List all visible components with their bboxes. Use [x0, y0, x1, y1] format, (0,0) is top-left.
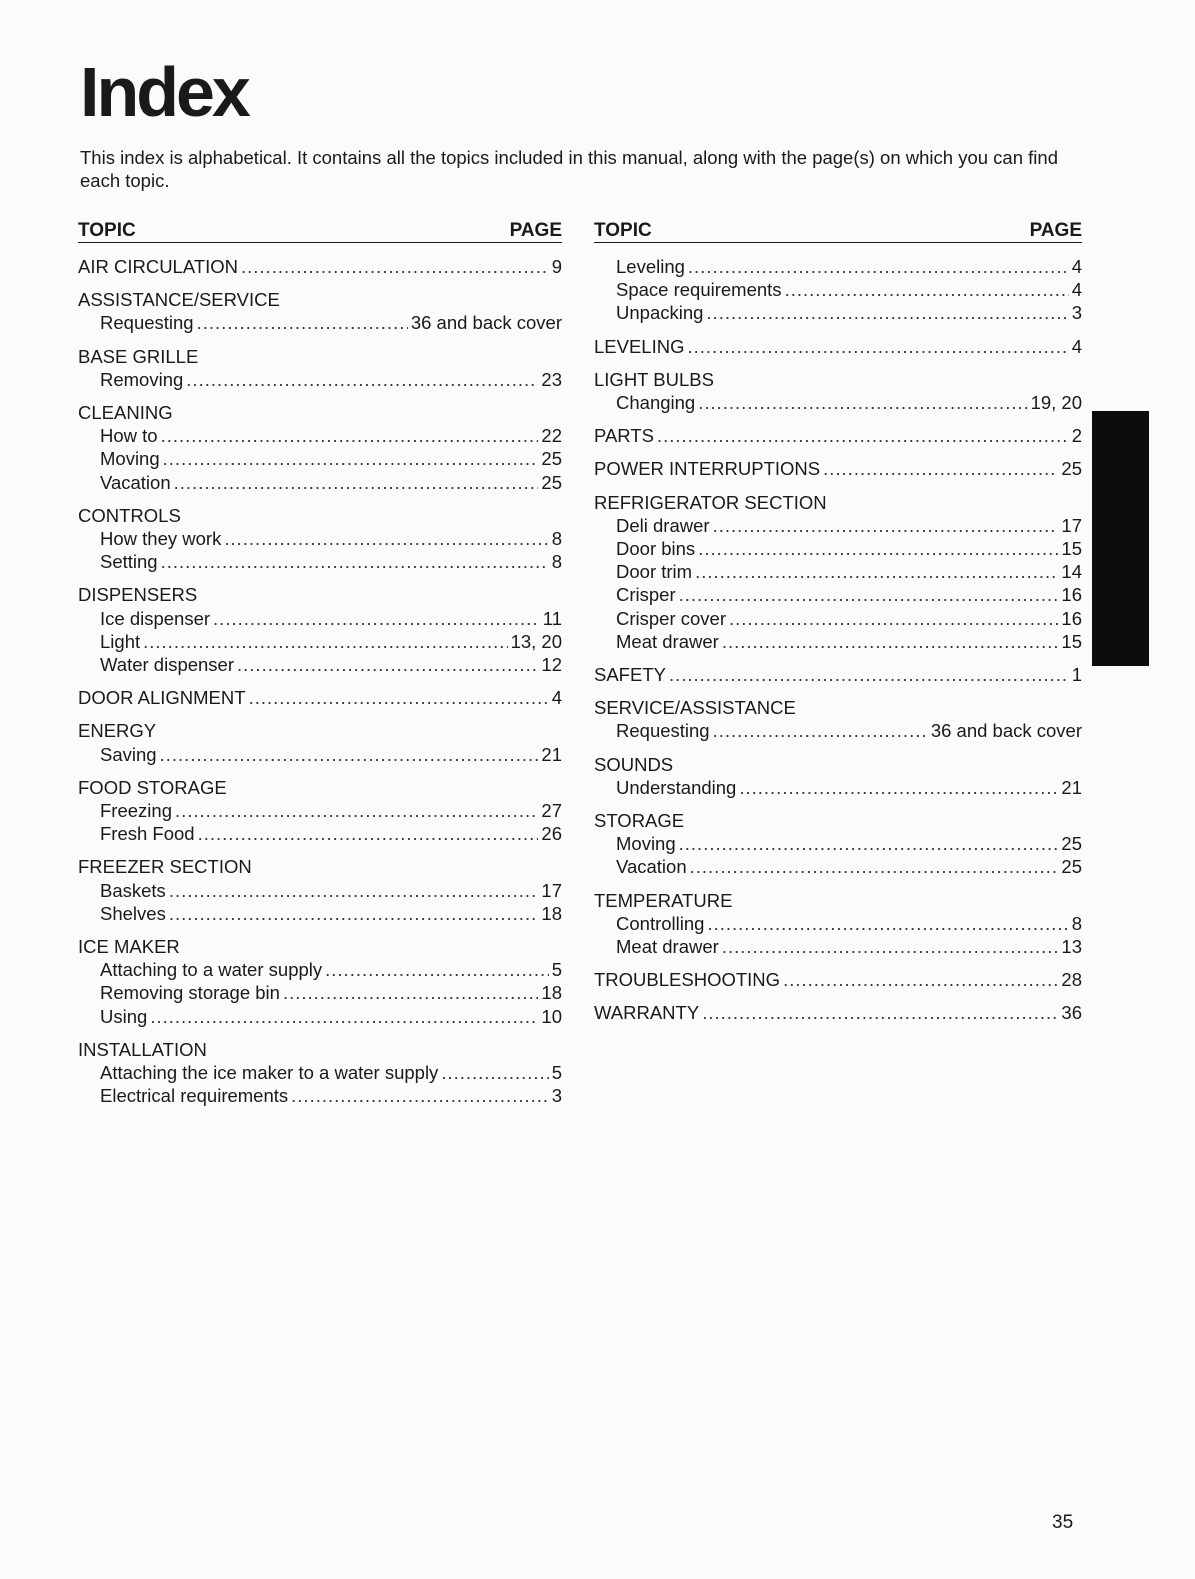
dot-leader	[198, 822, 539, 845]
index-entry	[78, 345, 562, 391]
index-entry	[78, 719, 562, 765]
topic-label: WARRANTY	[594, 1002, 700, 1024]
page-reference: 4	[1071, 279, 1082, 301]
index-entry	[78, 1038, 562, 1108]
index-topic	[78, 583, 562, 606]
index-entry	[594, 663, 1082, 686]
topic-label: ICE MAKER	[78, 936, 180, 958]
page-reference: 13	[1061, 936, 1082, 958]
page-reference: 4	[1071, 256, 1082, 277]
page-reference: 27	[541, 800, 562, 822]
dot-leader	[150, 1005, 538, 1028]
index-subtopic	[78, 981, 562, 1004]
subtopic-label: Door bins	[616, 538, 696, 560]
index-entries	[594, 255, 1082, 1025]
subtopic-label: Removing	[100, 368, 184, 390]
subtopic-label: Freezing	[100, 800, 172, 822]
index-subtopic	[594, 607, 1082, 630]
topic-label: AIR CIRCULATION	[78, 256, 239, 277]
dot-leader	[702, 1001, 1058, 1024]
subtopic-label: Crisper cover	[616, 607, 726, 629]
index-subtopic	[594, 391, 1082, 414]
index-entry	[78, 504, 562, 574]
dot-leader	[695, 560, 1058, 583]
index-entry	[594, 424, 1082, 447]
subtopic-label: Electrical requirements	[100, 1085, 289, 1107]
index-subtopic	[78, 1084, 562, 1107]
subtopic-label: Attaching the ice maker to a water supply	[100, 1062, 439, 1084]
index-topic	[78, 686, 562, 709]
dot-leader	[722, 630, 1059, 653]
index-subtopic	[594, 514, 1082, 537]
index-subtopic	[78, 311, 562, 334]
subtopic-label: Space requirements	[616, 279, 782, 301]
index-topic	[594, 968, 1082, 991]
index-subtopic	[594, 537, 1082, 560]
page-reference: 25	[1061, 856, 1082, 878]
subtopic-label: Baskets	[100, 879, 166, 901]
dot-leader	[213, 607, 540, 630]
topic-label: DISPENSERS	[78, 584, 198, 606]
index-subtopic	[594, 776, 1082, 799]
page-reference: 4	[1071, 335, 1082, 357]
page-reference: 13, 20	[510, 630, 562, 652]
page-reference: 10	[541, 1005, 562, 1027]
index-subtopic	[78, 958, 562, 981]
index-topic	[594, 889, 1082, 912]
index-entry	[594, 696, 1082, 742]
index-subtopic	[594, 278, 1082, 301]
page-reference: 2	[1071, 425, 1082, 447]
topic-label: ASSISTANCE/SERVICE	[78, 289, 280, 311]
subtopic-label: Setting	[100, 551, 158, 573]
index-entries	[78, 255, 562, 1108]
index-column-right	[594, 218, 1082, 1035]
index-topic	[78, 255, 562, 278]
index-entry	[78, 686, 562, 709]
page-reference: 28	[1061, 969, 1082, 991]
index-subtopic	[78, 607, 562, 630]
page-reference: 25	[541, 471, 562, 493]
intro-text: This index is alphabetical. It contains all the topics included in this manual, along with the page(s) on which you can find each topic.	[80, 147, 1058, 191]
index-topic	[594, 809, 1082, 832]
index-entry	[594, 1001, 1082, 1024]
page-heading: PAGE	[1029, 220, 1082, 241]
subtopic-label: Leveling	[616, 256, 685, 277]
subtopic-label: Understanding	[616, 776, 737, 798]
dot-leader	[713, 514, 1059, 537]
topic-label: SERVICE/ASSISTANCE	[594, 697, 796, 719]
page-reference: 9	[551, 256, 562, 277]
index-entry	[78, 855, 562, 925]
index-topic	[594, 424, 1082, 447]
index-topic	[78, 345, 562, 368]
dot-leader	[722, 935, 1059, 958]
dot-leader	[441, 1061, 548, 1084]
page-number: 35	[1052, 1512, 1074, 1533]
subtopic-label: Vacation	[100, 471, 171, 493]
index-subtopic	[78, 653, 562, 676]
dot-leader	[823, 457, 1058, 480]
dot-leader	[237, 653, 538, 676]
subtopic-label: Unpacking	[616, 302, 704, 324]
page-reference: 16	[1061, 607, 1082, 629]
index-entry	[594, 968, 1082, 991]
topic-label: SAFETY	[594, 664, 666, 686]
topic-label: PARTS	[594, 425, 654, 447]
page-reference: 15	[1061, 630, 1082, 652]
section-tab-marker	[1092, 411, 1149, 666]
page-reference: 8	[1071, 912, 1082, 934]
page-reference: 3	[1071, 302, 1082, 324]
subtopic-label: Crisper	[616, 584, 676, 606]
index-topic	[78, 504, 562, 527]
index-entry	[594, 491, 1082, 653]
index-subtopic	[78, 1005, 562, 1028]
index-subtopic	[78, 1061, 562, 1084]
index-subtopic	[78, 424, 562, 447]
index-subtopic	[78, 527, 562, 550]
subtopic-label: Using	[100, 1005, 148, 1027]
dot-leader	[163, 447, 539, 470]
page-reference: 36 and back cover	[930, 720, 1082, 742]
topic-label: ENERGY	[78, 720, 157, 742]
dot-leader	[707, 912, 1068, 935]
index-subtopic	[78, 368, 562, 391]
index-subtopic	[594, 583, 1082, 606]
index-subtopic	[78, 471, 562, 494]
index-subtopic	[594, 255, 1082, 278]
index-entry	[78, 255, 562, 278]
dot-leader	[143, 630, 507, 653]
index-topic	[594, 491, 1082, 514]
topic-label: POWER INTERRUPTIONS	[594, 458, 821, 480]
dot-leader	[785, 278, 1069, 301]
topic-heading: TOPIC	[594, 220, 652, 241]
subtopic-label: Water dispenser	[100, 654, 235, 676]
index-topic	[594, 457, 1082, 480]
dot-leader	[169, 879, 539, 902]
dot-leader	[249, 686, 549, 709]
page-reference: 3	[551, 1085, 562, 1107]
subtopic-label: Shelves	[100, 902, 166, 924]
page-reference: 26	[541, 823, 562, 845]
subtopic-label: How to	[100, 425, 158, 447]
index-subtopic	[78, 630, 562, 653]
topic-label: LIGHT BULBS	[594, 368, 714, 390]
page-reference: 21	[541, 743, 562, 765]
subtopic-label: Deli drawer	[616, 514, 710, 536]
page-reference: 12	[541, 654, 562, 676]
dot-leader	[688, 255, 1069, 278]
topic-label: STORAGE	[594, 810, 685, 832]
topic-label: INSTALLATION	[78, 1038, 207, 1060]
dot-leader	[698, 537, 1058, 560]
index-subtopic	[594, 935, 1082, 958]
dot-leader	[161, 550, 549, 573]
page-reference: 1	[1071, 664, 1082, 686]
dot-leader	[160, 743, 539, 766]
page-reference: 8	[551, 528, 562, 550]
dot-leader	[657, 424, 1069, 447]
dot-leader	[291, 1084, 549, 1107]
index-topic	[78, 855, 562, 878]
page-reference: 25	[541, 448, 562, 470]
index-topic	[594, 1001, 1082, 1024]
page-reference: 18	[541, 902, 562, 924]
subtopic-label: Fresh Food	[100, 823, 195, 845]
index-topic	[594, 368, 1082, 391]
topic-label: FOOD STORAGE	[78, 776, 227, 798]
page-reference: 19, 20	[1030, 392, 1082, 414]
index-entry	[78, 935, 562, 1028]
dot-leader	[729, 607, 1058, 630]
dot-leader	[713, 719, 928, 742]
page-reference: 23	[541, 368, 562, 390]
index-topic	[78, 401, 562, 424]
index-subtopic	[594, 832, 1082, 855]
subtopic-label: Moving	[100, 448, 160, 470]
dot-leader	[706, 301, 1068, 324]
page-reference: 25	[1061, 833, 1082, 855]
page-reference: 25	[1061, 458, 1082, 480]
index-column-left	[78, 218, 562, 1118]
dot-leader	[679, 583, 1059, 606]
index-subtopic	[594, 855, 1082, 878]
index-topic	[78, 1038, 562, 1061]
page-reference: 8	[551, 551, 562, 573]
index-entry	[594, 753, 1082, 799]
dot-leader	[224, 527, 548, 550]
index-subtopic	[78, 822, 562, 845]
dot-leader	[175, 799, 538, 822]
column-header	[78, 218, 562, 243]
subtopic-label: Door trim	[616, 561, 693, 583]
index-entry	[594, 255, 1082, 325]
index-subtopic	[594, 630, 1082, 653]
dot-leader	[679, 832, 1059, 855]
dot-leader	[783, 968, 1058, 991]
dot-leader	[169, 902, 539, 925]
index-entry	[78, 776, 562, 846]
page-reference: 5	[551, 959, 562, 981]
page-reference: 36 and back cover	[410, 312, 562, 334]
index-subtopic	[594, 719, 1082, 742]
subtopic-label: Meat drawer	[616, 630, 719, 652]
dot-leader	[174, 471, 539, 494]
index-subtopic	[78, 879, 562, 902]
index-topic	[78, 935, 562, 958]
topic-heading: TOPIC	[78, 220, 136, 241]
topic-label: TROUBLESHOOTING	[594, 969, 781, 991]
page-reference: 11	[542, 607, 562, 629]
subtopic-label: Saving	[100, 743, 157, 765]
topic-label: LEVELING	[594, 335, 685, 357]
subtopic-label: Requesting	[100, 312, 194, 334]
topic-label: BASE GRILLE	[78, 345, 199, 367]
index-topic	[594, 753, 1082, 776]
dot-leader	[690, 855, 1059, 878]
page-reference: 17	[1061, 514, 1082, 536]
page-reference: 16	[1061, 584, 1082, 606]
topic-label: SOUNDS	[594, 753, 674, 775]
index-entry	[78, 401, 562, 494]
topic-label: CONTROLS	[78, 504, 181, 526]
page-reference: 18	[541, 982, 562, 1004]
topic-label: TEMPERATURE	[594, 889, 733, 911]
page-heading: PAGE	[509, 220, 562, 241]
index-entry	[594, 809, 1082, 879]
index-topic	[78, 776, 562, 799]
index-subtopic	[594, 301, 1082, 324]
index-entry	[594, 457, 1082, 480]
dot-leader	[197, 311, 408, 334]
index-subtopic	[78, 902, 562, 925]
index-entry	[78, 288, 562, 334]
index-topic	[594, 696, 1082, 719]
dot-leader	[161, 424, 539, 447]
index-subtopic	[594, 912, 1082, 935]
subtopic-label: Attaching to a water supply	[100, 959, 323, 981]
topic-label: DOOR ALIGNMENT	[78, 687, 246, 709]
page-reference: 4	[551, 687, 562, 709]
dot-leader	[283, 981, 538, 1004]
page-reference: 14	[1061, 561, 1082, 583]
index-subtopic	[594, 560, 1082, 583]
page-reference: 36	[1061, 1002, 1082, 1024]
subtopic-label: Moving	[616, 833, 676, 855]
dot-leader	[669, 663, 1069, 686]
index-topic	[594, 663, 1082, 686]
dot-leader	[698, 391, 1027, 414]
subtopic-label: Vacation	[616, 856, 687, 878]
subtopic-label: Controlling	[616, 912, 705, 934]
index-topic	[594, 335, 1082, 358]
index-entry	[594, 889, 1082, 959]
dot-leader	[688, 335, 1069, 358]
subtopic-label: Meat drawer	[616, 936, 719, 958]
page-reference: 22	[541, 425, 562, 447]
subtopic-label: Changing	[616, 392, 696, 414]
topic-label: FREEZER SECTION	[78, 856, 252, 878]
index-entry	[594, 335, 1082, 358]
dot-leader	[186, 368, 538, 391]
dot-leader	[241, 255, 549, 278]
index-topic	[78, 288, 562, 311]
page-reference: 17	[541, 879, 562, 901]
index-entry	[78, 583, 562, 676]
subtopic-label: Requesting	[616, 720, 710, 742]
topic-label: REFRIGERATOR SECTION	[594, 491, 827, 513]
topic-label: CLEANING	[78, 402, 173, 424]
index-subtopic	[78, 550, 562, 573]
page-reference: 15	[1061, 538, 1082, 560]
page-title: Index	[80, 53, 248, 131]
page-reference: 5	[551, 1062, 562, 1084]
dot-leader	[739, 776, 1058, 799]
subtopic-label: Light	[100, 630, 141, 652]
subtopic-label: How they work	[100, 528, 222, 550]
index-entry	[594, 368, 1082, 414]
index-subtopic	[78, 799, 562, 822]
subtopic-label: Removing storage bin	[100, 982, 280, 1004]
subtopic-label: Ice dispenser	[100, 607, 211, 629]
index-subtopic	[78, 447, 562, 470]
column-header	[594, 218, 1082, 243]
dot-leader	[325, 958, 549, 981]
index-subtopic	[78, 743, 562, 766]
page-reference: 21	[1061, 776, 1082, 798]
index-topic	[78, 719, 562, 742]
